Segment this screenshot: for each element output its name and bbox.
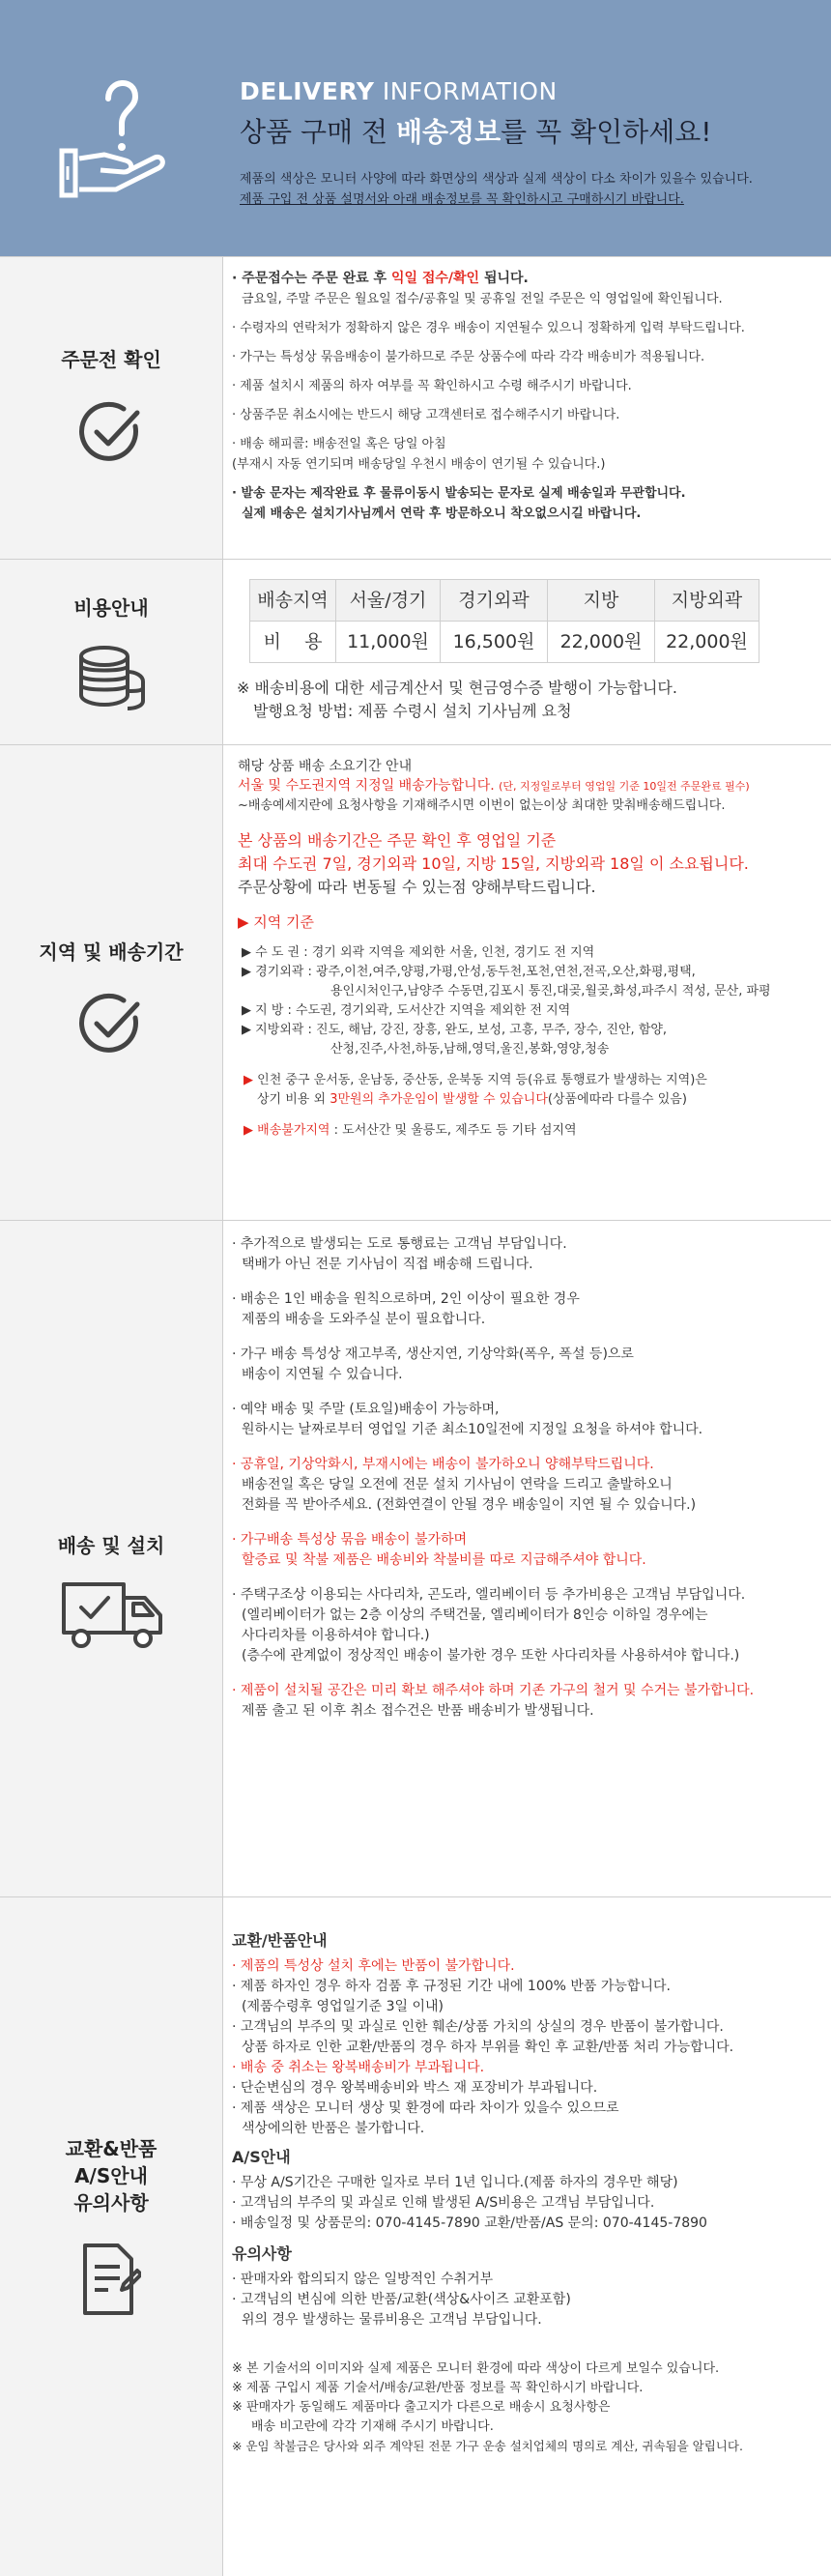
period-request-note: ~배송예세지란에 요청사항을 기재해주시면 이번이 없는이상 최대한 맞춰배송해드립니다. [238,798,726,813]
exchange-note: · 제품 하자인 경우 하자 검품 후 규정된 기간 내에 100% 반품 가능합니다. [232,1979,671,1994]
incheon-note: ▶ 인천 중구 운서동, 운남동, 중산동, 운북동 지역 등(유료 통행료가 발생하는 지역)은 [244,1073,707,1087]
exchange-note: · 배송 중 취소는 왕복배송비가 부과됩니다. [232,2060,485,2075]
exchange-note: · 단순변심의 경우 왕복배송비와 박스 재 포장비가 부과됩니다. [232,2080,598,2096]
caution-note: · 고객님의 변심에 의한 반품/교환(색상&사이즈 교환포함) [232,2292,571,2307]
section-title: 교환&반품 A/S안내 유의사항 [65,2137,158,2214]
region-gyeonggi-outer: ▶ 경기외곽 : 광주,이천,여주,양평,가평,안성,동두천,포천,연천,전곡,오산,화평,평택, [242,965,696,979]
install-note-4b: 원하시는 날짜로부터 영업일 기준 최소10일전에 지정일 요청을 하셔야 합니다. [242,1422,703,1437]
order-note-1: · 주문접수는 주문 완료 후 익일 접수/확인 됩니다. [232,271,529,286]
install-note-6: · 가구배송 특성상 묶음 배송이 불가하며 [232,1532,468,1548]
table-cell: 22,000원 [548,622,655,663]
cost-note-2: 발행요청 방법: 제품 수령시 설치 기사님께 요청 [253,702,572,720]
order-note-3: · 수령자의 연락처가 정확하지 않은 경우 배송이 지연될수 있으니 정확하게 입력 부탁드립니다. [232,321,745,335]
period-intro: 해당 상품 배송 소요기간 안내 [238,759,413,774]
install-note-3: · 가구 배송 특성상 재고부족, 생산지연, 기상악화(폭우, 폭설 등)으로 [232,1346,634,1362]
section-title: 비용안내 [73,596,149,620]
section-cost [0,559,831,745]
footer-note: ※ 본 기술서의 이미지와 실제 제품은 모니터 환경에 따라 색상이 다르게 보일수 있습니다. [232,2361,720,2376]
table-cell: 11,000원 [336,622,441,663]
order-note-8: (부재시 자동 연기되며 배송당일 우천시 배송이 연기될 수 있습니다.) [232,457,606,472]
cost-note-1: ※ 배송비용에 대한 세금계산서 및 현금영수증 발행이 가능합니다. [237,679,677,697]
install-note-1: · 추가적으로 발생되는 도로 통행료는 고객님 부담입니다. [232,1236,567,1252]
header-subtitle: 상품 구매 전 배송정보를 꼭 확인하세요! [240,116,712,148]
caution-heading: 유의사항 [232,2244,292,2263]
coins-icon [75,643,149,712]
period-days-3: 주문상황에 따라 변동될 수 있는점 양해부탁드립니다. [238,878,596,896]
as-note: · 고객님의 부주의 및 과실로 인해 발생된 A/S비용은 고객님 부담입니다. [232,2195,655,2211]
region-local-outer: ▶ 지방외곽 : 진도, 해남, 강진, 장흥, 완도, 보성, 고흥, 무주, 장수, 진안, 함양, [242,1023,668,1037]
as-heading: A/S안내 [232,2148,291,2166]
section-title: 지역 및 배송기간 [39,941,184,964]
check-circle-icon [75,397,147,469]
install-note-5c: 전화를 꼭 받아주세요. (전화연결이 안될 경우 배송일이 지연 될 수 있습니다.) [242,1497,697,1513]
install-note-5: · 공휴일, 기상악화시, 부재시에는 배송이 불가하오니 양해부탁드립니다. [232,1457,654,1472]
section-title: 배송 및 설치 [57,1534,165,1557]
period-days-2: 최대 수도권 7일, 경기외곽 10일, 지방 15일, 지방외곽 18일 이 소요됩니다. [238,854,749,873]
install-note-8b: 제품 출고 된 이후 취소 접수건은 반품 배송비가 발생됩니다. [242,1703,594,1719]
table-header: 배송지역 [250,580,336,622]
footer-note: ※ 제품 구입시 제품 기술서/배송/교환/반품 정보를 꼭 확인하시기 바랍니다. [232,2381,644,2395]
install-note-5b: 배송전일 혹은 당일 오전에 전문 설치 기사님이 연락을 드리고 출발하오니 [242,1477,673,1492]
exchange-note: · 제품의 특성상 설치 후에는 반품이 불가합니다. [232,1958,515,1974]
table-cell: 22,000원 [655,622,759,663]
section-title: 주문전 확인 [61,348,161,371]
table-header: 경기외곽 [441,580,548,622]
table-header: 서울/경기 [336,580,441,622]
order-note-10: 실제 배송은 설치기사님께서 연락 후 방문하오니 착오없으시길 바랍니다. [242,507,642,521]
exchange-note: · 고객님의 부주의 및 과실로 인한 훼손/상품 가치의 상실의 경우 반품이 불가합니다. [232,2019,724,2035]
table-header: 지방 [548,580,655,622]
hand-question-icon [58,58,174,203]
exchange-note: 색상에의한 반품은 불가합니다. [242,2121,425,2136]
cost-table [249,579,759,663]
no-delivery-area: ▶ 배송불가지역 : 도서산간 및 울릉도, 제주도 등 기타 섬지역 [244,1123,577,1138]
incheon-note-2: 상기 비용 외 3만원의 추가운임이 발생할 수 있습니다(상품에따라 다를수 있음) [257,1092,687,1107]
as-contact: · 배송일정 및 상품문의: 070-4145-7890 교환/반품/AS 문의: 070-4145-7890 [232,2215,707,2231]
check-circle-icon [75,989,147,1060]
footer-note: ※ 판매자가 동일해도 제품마다 출고지가 다른으로 배송시 요청사항은 [232,2400,611,2415]
document-edit-icon [81,2242,141,2317]
install-note-2b: 제품의 배송을 도와주실 분이 필요합니다. [242,1312,486,1327]
order-note-6: · 상품주문 취소시에는 반드시 해당 고객센터로 접수해주시기 바랍니다. [232,408,620,422]
header-title: DELIVERY INFORMATION [240,77,558,105]
period-designated: 서울 및 수도권지역 지정일 배송가능합니다. (단, 지정일로부터 영업일 기준 10일전 주문완료 필수) [238,778,750,794]
delivery-info-header [0,0,831,256]
period-days-1: 본 상품의 배송기간은 주문 확인 후 영업일 기준 [238,831,557,850]
header-note: 제품의 색상은 모니터 사양에 따라 화면상의 색상과 실제 색상이 다소 차이가 있을수 있습니다. 제품 구입 전 상품 설명서와 아래 배송정보를 꼭 확인하시고 구매하시기 바랍니다. [240,172,753,207]
delivery-truck-icon [60,1580,166,1650]
install-note-7c: 사다리차를 이용하셔야 합니다.) [242,1628,430,1643]
install-note-8: · 제품이 설치될 공간은 미리 확보 해주셔야 하며 기존 가구의 철거 및 수거는 불가합니다. [232,1683,755,1698]
section-order-check [0,256,831,560]
region-gyeonggi-outer-2: 용인시처인구,남양주 수동면,김포시 통진,대곶,월곶,화성,파주시 적성, 문산, 파평 [330,984,771,999]
order-note-4: · 가구는 특성상 묶음배송이 불가하므로 주문 상품수에 따라 각각 배송비가 적용됩니다. [232,350,705,364]
install-note-7: · 주택구조상 이용되는 사다리차, 곤도라, 엘리베이터 등 추가비용은 고객님 부담입니다. [232,1587,746,1603]
region-local-outer-2: 산청,진주,사천,하동,남해,영덕,울진,봉화,영양,청송 [330,1042,610,1056]
region-local: ▶ 지 방 : 수도권, 경기외곽, 도서산간 지역을 제외한 전 지역 [242,1003,571,1018]
section-exchange-as [0,1896,831,2576]
install-note-2: · 배송은 1인 배송을 원칙으로하며, 2인 이상이 필요한 경우 [232,1291,580,1307]
order-note-7: · 배송 해피콜: 배송전일 혹은 당일 아침 [232,437,446,451]
table-header: 지방외곽 [655,580,759,622]
region-heading: ▶ 지역 기준 [238,913,315,931]
order-note-5: · 제품 설치시 제품의 하자 여부를 꼭 확인하시고 수령 해주시기 바랍니다. [232,379,632,393]
table-cell: 16,500원 [441,622,548,663]
exchange-note: · 제품 색상은 모니터 생상 및 환경에 따라 차이가 있을수 있으므로 [232,2100,619,2116]
order-note-2: 금요일, 주말 주문은 월요일 접수/공휴일 및 공휴일 전일 주문은 익 영업일에 확인됩니다. [242,292,723,306]
install-note-7d: (층수에 관계없이 정상적인 배송이 불가한 경우 또한 사다리차를 사용하셔야 합니다.) [242,1648,740,1664]
caution-note: · 판매자와 합의되지 않은 일방적인 수취거부 [232,2272,494,2287]
as-note: · 무상 A/S기간은 구매한 일자로 부터 1년 입니다.(제품 하자의 경우만 해당) [232,2175,678,2190]
section-region-period [0,744,831,1221]
install-note-6b: 할증료 및 착불 제품은 배송비와 착불비를 따로 지급해주셔야 합니다. [242,1552,646,1568]
footer-note: ※ 운임 착불금은 당사와 외주 계약된 전문 가구 운송 설치업체의 명의로 계산, 귀속됨을 알립니다. [232,2439,743,2453]
exchange-note: 상품 하자로 인한 교환/반품의 경우 하자 부위를 확인 후 교환/반품 처리 가능합니다. [242,2040,734,2055]
footer-note: 배송 비고란에 각각 기재해 주시기 바랍니다. [251,2419,494,2434]
exchange-heading: 교환/반품안내 [232,1931,328,1950]
caution-note: 위의 경우 발생하는 물류비용은 고객님 부담입니다. [242,2312,542,2328]
install-note-1b: 택배가 아닌 전문 기사님이 직접 배송해 드립니다. [242,1257,533,1272]
install-note-7b: (엘리베이터가 없는 2층 이상의 주택건물, 엘리베이터가 8인승 이하일 경우에는 [242,1607,708,1623]
table-cell: 비 용 [250,622,336,663]
region-capital: ▶ 수 도 권 : 경기 외곽 지역을 제외한 서울, 인천, 경기도 전 지역 [242,945,595,960]
order-note-9: · 발송 문자는 제작완료 후 물류이동시 발송되는 문자로 실제 배송일과 무관합니다. [232,486,686,501]
install-note-4: · 예약 배송 및 주말 (토요일)배송이 가능하며, [232,1402,500,1417]
section-delivery-install [0,1220,831,1897]
install-note-3b: 배송이 지연될 수 있습니다. [242,1367,403,1382]
exchange-note: (제품수령후 영업일기준 3일 이내) [242,1999,444,2014]
